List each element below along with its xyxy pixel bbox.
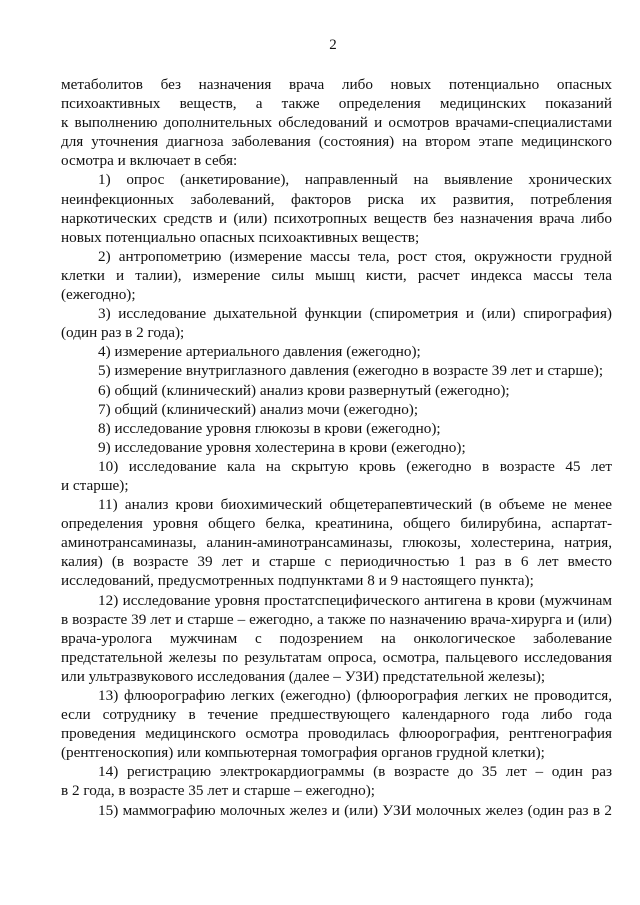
text-line: предстательной железы по результатам опроса, осмотра, пальцевого исследования — [61, 648, 612, 666]
paragraph-first-line: 10) исследование кала на скрытую кровь (ежегодно в возрасте 45 лет — [98, 457, 612, 475]
text-line: метаболитов без назначения врача либо новых потенциально опасных — [61, 76, 612, 93]
text-line: если сотруднику в течение предшествующего календарного года либо года — [61, 706, 612, 724]
text-line: осмотра и включает в себя: — [61, 152, 238, 170]
paragraph-first-line: 6) общий (клинический) анализ крови развернутый (ежегодно); — [98, 381, 510, 399]
paragraph-first-line: 13) флюорографию легких (ежегодно) (флюорография легких не проводится, — [98, 687, 612, 704]
text-line: наркотических средств и (или) психотропных веществ без назначения врача либо — [61, 209, 612, 227]
text-line: для уточнения диагноза заболевания (состояния) на втором этапе медицинского — [61, 133, 612, 151]
paragraph-first-line: 15) маммографию молочных желез и (или) УЗИ молочных желез (один раз в 2 — [98, 801, 612, 819]
paragraph-first-line: 1) опрос (анкетирование), направленный на выявление хронических — [98, 171, 612, 189]
text-line: исследований, предусмотренных подпунктами 8 и 9 настоящего пункта); — [61, 572, 534, 590]
text-line: (один раз в 2 года); — [61, 324, 185, 342]
paragraph-first-line: 3) исследование дыхательной функции (спирометрия и (или) спирография) — [98, 305, 612, 323]
text-line: и старше); — [61, 476, 129, 494]
paragraph-first-line: 14) регистрацию электрокардиограммы (в возрасте до 35 лет – один раз — [98, 763, 612, 781]
page-number: 2 — [329, 37, 337, 53]
paragraph-first-line: 2) антропометрию (измерение массы тела, рост стоя, окружности грудной — [98, 247, 612, 265]
text-line: к выполнению дополнительных обследований и осмотров врачами-специалистами — [61, 114, 612, 132]
paragraph-first-line: 11) анализ крови биохимический общетерапевтический (в объеме не менее — [98, 496, 612, 514]
text-line: проведения медицинского осмотра проводилась флюорография, рентгенография — [61, 725, 612, 743]
text-line: новых потенциально опасных психоактивных веществ; — [61, 228, 420, 246]
paragraph-first-line: 8) исследование уровня глюкозы в крови (ежегодно); — [98, 419, 441, 437]
text-line: или ультразвукового исследования (далее – УЗИ) предстательной железы); — [61, 667, 546, 685]
paragraph-first-line: 9) исследование уровня холестерина в крови (ежегодно); — [98, 438, 466, 456]
text-line: (рентгеноскопия) или компьютерная томография органов грудной клетки); — [61, 744, 545, 762]
paragraph-first-line: 5) измерение внутриглазного давления (ежегодно в возрасте 39 лет и старше); — [98, 362, 604, 380]
text-line: в возрасте 39 лет и старше – ежегодно, а также по назначению врача-хирурга и (или) — [61, 610, 612, 628]
text-line: аминотрансаминазы, аланин-аминотрансаминазы, глюкозы, холестерина, натрия, — [61, 534, 612, 552]
text-line: определения уровня общего белка, креатинина, общего билирубина, аспартат- — [61, 515, 612, 533]
text-line: врача-уролога мужчинам с подозрением на онкологическое заболевание — [61, 629, 612, 647]
text-line: калия) (в возрасте 39 лет и старше с периодичностью 1 раз в 6 лет вместо — [61, 553, 612, 571]
paragraph-first-line: 4) измерение артериального давления (ежегодно); — [98, 343, 421, 361]
document-body — [61, 75, 612, 820]
text-line: психоактивных веществ, а также определения медицинских показаний — [61, 95, 612, 113]
paragraph-first-line: 12) исследование уровня простатспецифического антигена в крови (мужчинам — [98, 591, 612, 609]
text-line: клетки и талии), измерение силы мышц кисти, расчет индекса массы тела — [61, 266, 612, 284]
text-line: (ежегодно); — [61, 286, 136, 304]
text-line: в 2 года, в возрасте 35 лет и старше – ежегодно); — [61, 782, 375, 800]
text-line: неинфекционных заболеваний, факторов риска их развития, потребления — [61, 190, 612, 208]
paragraph-first-line: 7) общий (клинический) анализ мочи (ежегодно); — [98, 400, 419, 418]
